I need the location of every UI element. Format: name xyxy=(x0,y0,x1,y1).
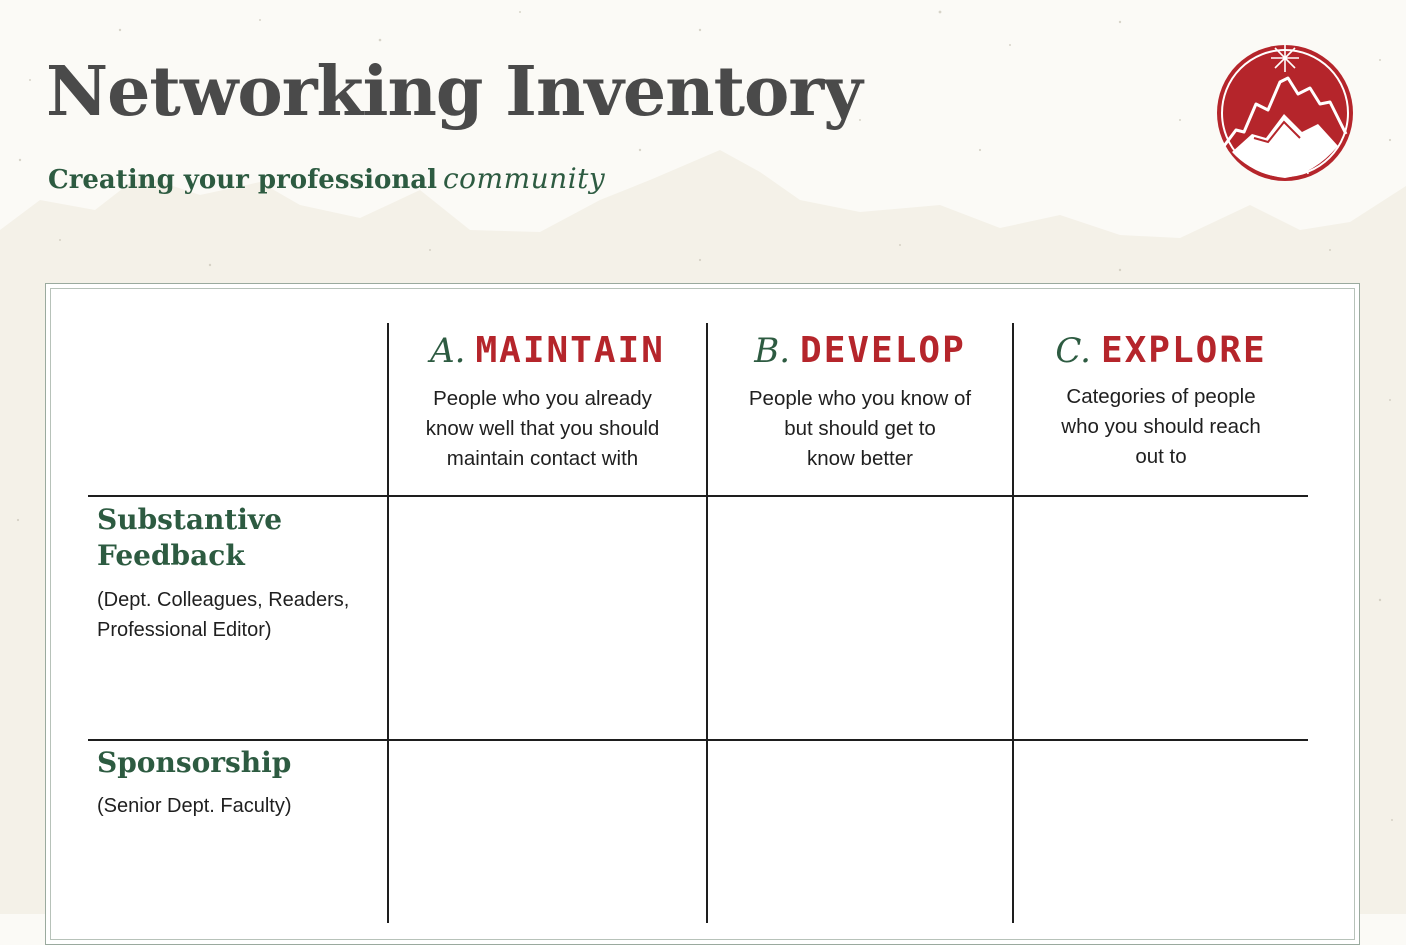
description-line: know well that you should xyxy=(425,417,660,440)
subtitle-script: community xyxy=(442,162,606,195)
page-subtitle xyxy=(48,162,605,195)
column-label: MAINTAIN xyxy=(475,330,665,371)
description-line: out to xyxy=(1135,445,1187,468)
description-line: know better xyxy=(807,447,913,470)
table-cell-sponsorship-develop[interactable] xyxy=(709,742,1011,914)
description-line: but should get to xyxy=(784,417,936,440)
row-title-substantive-feedback xyxy=(97,502,282,574)
table-cell-substantive-maintain[interactable] xyxy=(390,498,705,738)
grid-hline xyxy=(88,739,1308,741)
description-line: who you should reach xyxy=(1061,415,1261,438)
page-title: Networking Inventory xyxy=(46,52,862,132)
row-subtitle xyxy=(97,791,292,821)
column-header-explore xyxy=(1014,330,1308,371)
column-letter: B. xyxy=(754,331,791,371)
row-subtitle xyxy=(97,585,349,645)
column-header-maintain xyxy=(389,330,706,371)
column-description xyxy=(1014,382,1308,472)
table-cell-substantive-develop[interactable] xyxy=(709,498,1011,738)
column-description xyxy=(708,384,1012,474)
row-subtitle-line: (Senior Dept. Faculty) xyxy=(97,795,292,817)
row-title-line: Feedback xyxy=(97,539,245,572)
description-line: People who you know of xyxy=(748,387,972,410)
table-cell-sponsorship-maintain[interactable] xyxy=(390,742,705,914)
column-letter: A. xyxy=(430,331,466,371)
description-line: People who you already xyxy=(433,387,652,410)
row-title-line: Sponsorship xyxy=(97,746,292,779)
row-subtitle-line: Professional Editor) xyxy=(97,619,272,641)
column-letter: C. xyxy=(1055,331,1091,371)
subtitle-main: Creating your professional xyxy=(48,165,437,195)
grid-hline xyxy=(88,495,1308,497)
row-title-sponsorship xyxy=(97,745,291,781)
mountain-climber-logo-icon xyxy=(1214,42,1356,184)
table-cell-sponsorship-explore[interactable] xyxy=(1015,742,1307,914)
description-line: Categories of people xyxy=(1066,385,1256,408)
column-label: EXPLORE xyxy=(1100,330,1267,371)
column-label: DEVELOP xyxy=(800,330,966,371)
column-description xyxy=(389,384,696,474)
row-subtitle-line: (Dept. Colleagues, Readers, xyxy=(97,589,350,611)
column-header-develop xyxy=(708,330,1012,371)
table-cell-substantive-explore[interactable] xyxy=(1015,498,1307,738)
description-line: maintain contact with xyxy=(446,447,639,470)
row-title-line: Substantive xyxy=(97,503,283,536)
